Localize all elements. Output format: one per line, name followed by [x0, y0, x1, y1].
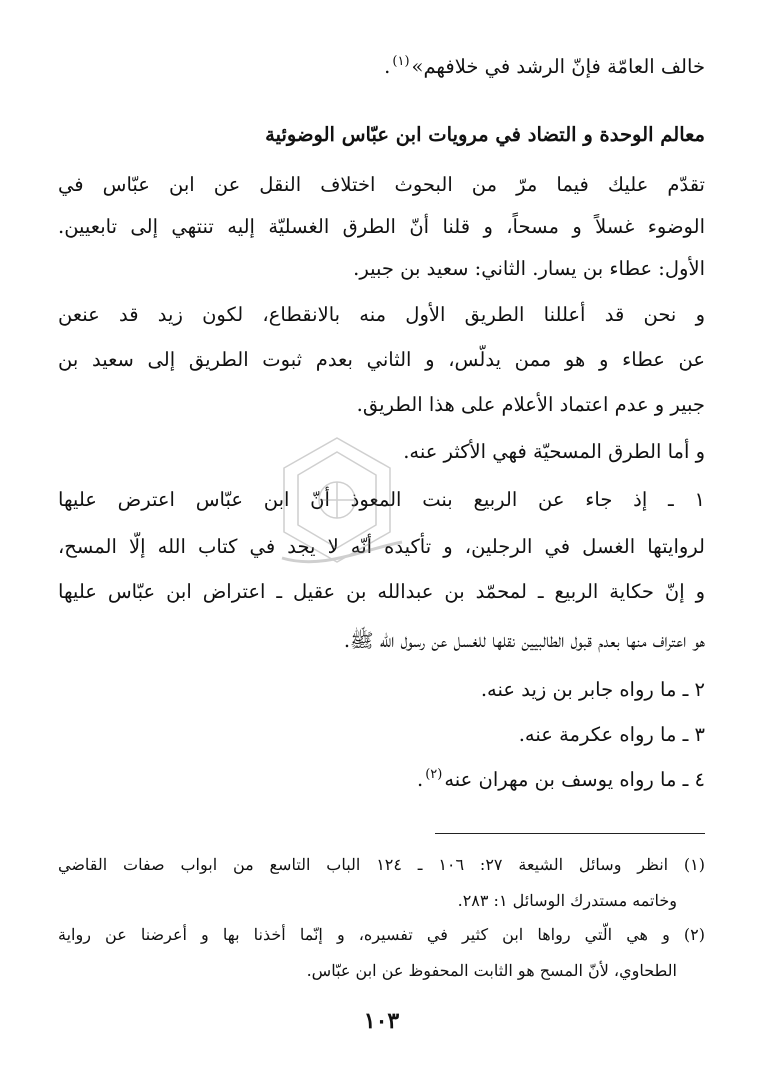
footnote-1-line-1: (١) انظر وسائل الشيعة ٢٧: ١٠٦ ـ ١٢٤ الباب التاسع من ابواب صفات القاضي [58, 855, 705, 874]
line-text: ٤ ـ ما رواه يوسف بن مهران عنه [444, 768, 705, 791]
footnote-2-line-1: (٢) و هي الّتي رواها ابن كثير في تفسيره، و إنّما أخذنا بها و أعرضنا عن رواية [58, 925, 705, 944]
period: . [384, 55, 391, 78]
footnote-1-line-2: وخاتمه مستدرك الوسائل ١: ٢٨٣. [457, 891, 677, 910]
section-heading: معالم الوحدة و التضاد في مرويات ابن عبّاس الوضوئية [265, 123, 705, 146]
body-line-9: ١ ـ إذ جاء عن الربيع بنت المعوذ أنّ ابن عبّاس اعترض عليها [58, 488, 705, 511]
body-line-1 [58, 52, 705, 85]
list-item-4 [58, 765, 705, 798]
library-seal-watermark [262, 430, 412, 580]
body-line-7: جبير و عدم اعتماد الأعلام على هذا الطريق. [356, 393, 705, 416]
body-line-4: الأول: عطاء بن يسار. الثاني: سعيد بن جبير. [353, 257, 705, 280]
body-line-5: و نحن قد أعللنا الطريق الأول منه بالانقطاع، لكون زيد قد عنعن [58, 303, 705, 326]
list-item-2: ٢ ـ ما رواه جابر بن زيد عنه. [480, 678, 705, 701]
footnote-marker-2[interactable]: (٢) [425, 767, 443, 782]
footnote-divider [435, 833, 705, 834]
body-line-10: لروايتها الغسل في الرجلين، و تأكيده أنّه لا يجد في كتاب الله إلّا المسح، [58, 535, 705, 558]
footnote-marker-1[interactable]: (١) [392, 54, 410, 69]
footnote-2-line-2: الطحاوي، لأنّ المسح هو الثابت المحفوظ عن ابن عبّاس. [306, 961, 677, 980]
body-line-12: هو اعتراف منها بعدم قبول الطالبيين نقلها للغسل عن رسول الله ﷺ. [343, 629, 705, 652]
page-number: ١٠٣ [363, 1008, 400, 1034]
body-line-3: الوضوء غسلاً و مسحاً، و قلنا أنّ الطرق الغسليّة إليه تنتهي إلى تابعيين. [58, 215, 705, 238]
period: . [417, 768, 424, 791]
list-item-3: ٣ ـ ما رواه عكرمة عنه. [518, 723, 705, 746]
body-line-6: عن عطاء و هو ممن يدلّس، و الثاني بعدم ثبوت الطريق إلى سعيد بن [58, 348, 705, 371]
body-line-2: تقدّم عليك فيما مرّ من البحوث اختلاف النقل عن ابن عبّاس في [58, 173, 705, 196]
body-line-11: و إنّ حكاية الربيع ـ لمحمّد بن عبدالله بن عقيل ـ اعتراض ابن عبّاس عليها [58, 580, 705, 603]
line-text: خالف العامّة فإنّ الرشد في خلافهم» [411, 55, 705, 78]
body-line-8: و أما الطرق المسحيّة فهي الأكثر عنه. [403, 440, 705, 463]
